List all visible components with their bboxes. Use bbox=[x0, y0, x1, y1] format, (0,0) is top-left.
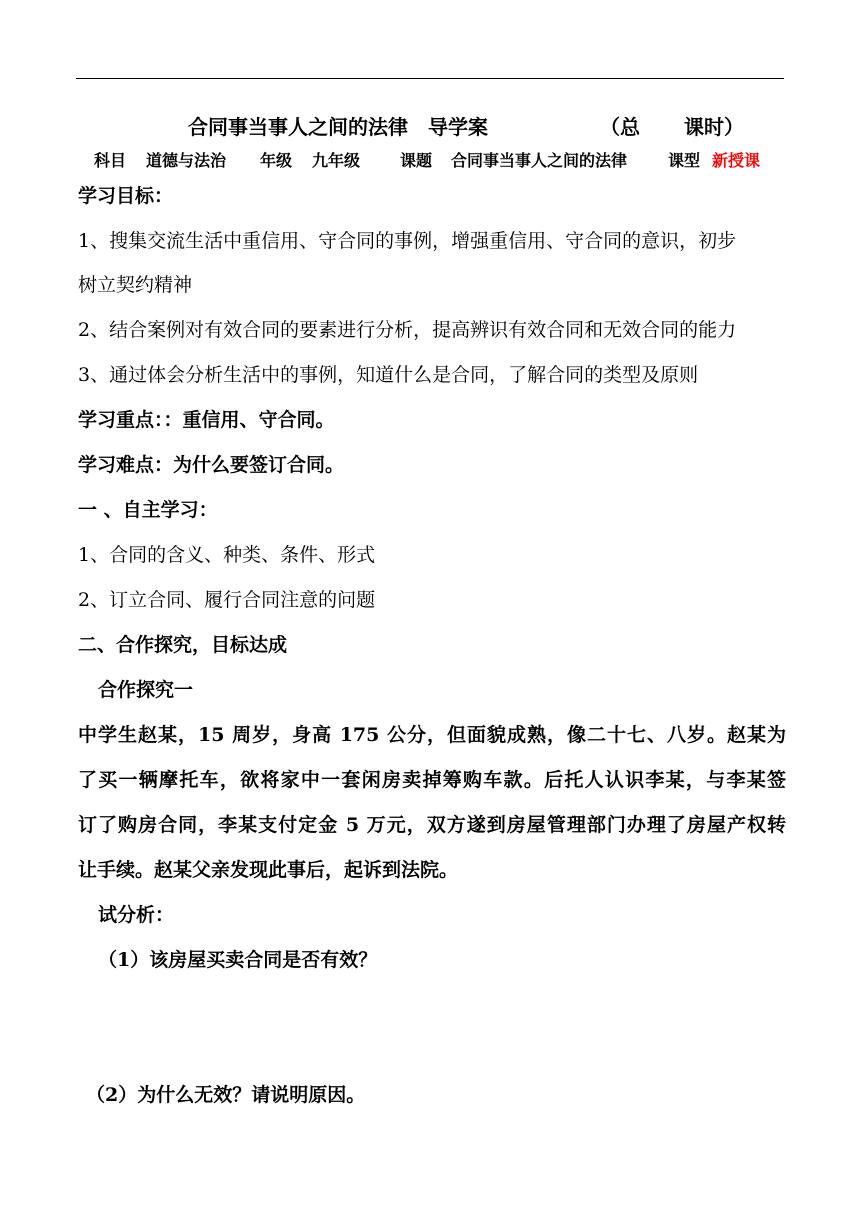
objective-item: 3、通过体会分析生活中的事例，知道什么是合同，了解合同的类型及原则 bbox=[78, 364, 699, 386]
topic-value: 合同事当事人之间的法律 bbox=[451, 151, 628, 170]
self-study-item: 2、订立合同、履行合同注意的问题 bbox=[78, 589, 376, 611]
case-line: 让手续。赵某父亲发现此事后，起诉到法院。 bbox=[78, 859, 459, 881]
grade-label: 年级 bbox=[260, 151, 293, 170]
question-2: （2）为什么无效？请说明原因。 bbox=[86, 1084, 366, 1106]
self-study-item: 1、合同的含义、种类、条件、形式 bbox=[78, 544, 376, 566]
objectives-heading: 学习目标： bbox=[78, 185, 174, 207]
subject-label: 科目 bbox=[94, 151, 127, 170]
case-line: 了买一辆摩托车，欲将家中一套闲房卖掉筹购车款。后托人认识李某，与李某签 bbox=[78, 769, 786, 791]
topic-label: 课题 bbox=[400, 151, 433, 170]
case-line: 中学生赵某，15 周岁，身高 175 公分，但面貌成熟，像二十七、八岁。赵某为 bbox=[78, 724, 786, 746]
self-study-heading: 一 、自主学习： bbox=[78, 499, 218, 521]
type-value: 新授课 bbox=[712, 151, 761, 170]
total-label: （总 bbox=[600, 115, 640, 139]
grade-value: 九年级 bbox=[312, 151, 361, 170]
question-1: （1）该房屋买卖合同是否有效？ bbox=[98, 949, 378, 971]
objective-item: 树立契约精神 bbox=[78, 274, 193, 296]
hours-label: 课时） bbox=[684, 115, 744, 139]
subject-value: 道德与法治 bbox=[146, 151, 227, 170]
header-rule bbox=[76, 78, 784, 79]
analysis-label: 试分析： bbox=[98, 904, 175, 926]
objective-item: 2、结合案例对有效合同的要素进行分析，提高辨识有效合同和无效合同的能力 bbox=[78, 319, 737, 341]
document-title: 合同事当事人之间的法律 导学案 bbox=[188, 115, 488, 139]
case-line: 订了购房合同，李某支付定金 5 万元，双方遂到房屋管理部门办理了房屋产权转 bbox=[78, 814, 786, 836]
type-label: 课型 bbox=[668, 151, 701, 170]
objective-item: 1、搜集交流生活中重信用、守合同的事例，增强重信用、守合同的意识，初步 bbox=[78, 230, 737, 252]
cooperation-heading: 二、合作探究，目标达成 bbox=[78, 634, 288, 656]
difficulty: 学习难点：为什么要签订合同。 bbox=[78, 454, 345, 476]
cooperation-subheading: 合作探究一 bbox=[98, 679, 194, 701]
key-point: 学习重点：：重信用、守合同。 bbox=[78, 409, 335, 431]
